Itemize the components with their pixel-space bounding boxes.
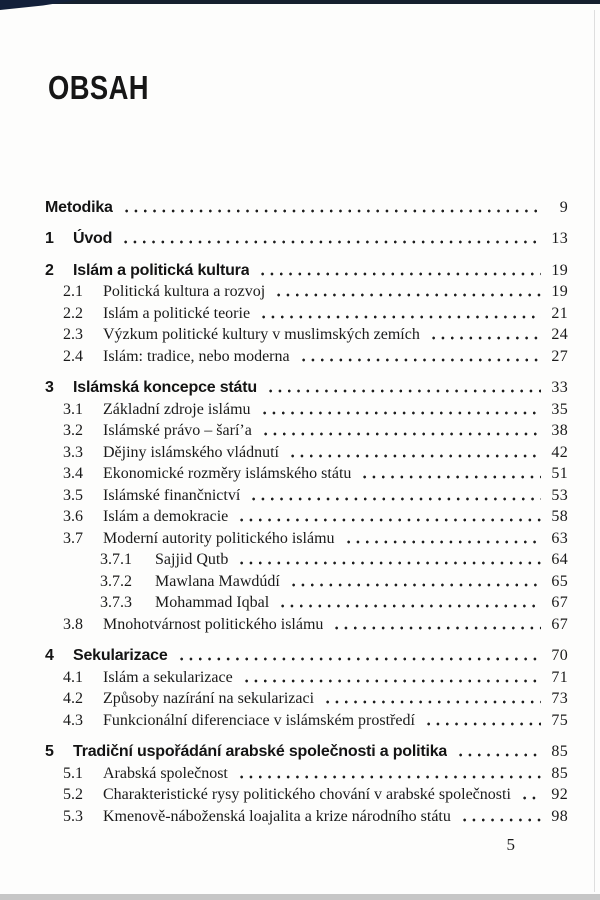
scan-top-edge <box>0 0 600 4</box>
toc-entry-number: 3.7.3 <box>100 594 132 611</box>
dot-leader <box>360 475 541 479</box>
dot-leader <box>237 518 541 522</box>
toc-entry-number: 3.5 <box>63 486 83 504</box>
toc-entry-label: Tradiční uspořádání arabské společnosti a politika <box>73 743 448 760</box>
toc-entry-label: Islámské finančnictví <box>103 486 241 504</box>
toc-entry-page: 67 <box>551 615 568 633</box>
page-title: OBSAH <box>48 69 150 106</box>
dot-leader <box>344 540 541 544</box>
toc-entry-label: Úvod <box>73 230 113 247</box>
toc-entry <box>0 687 568 709</box>
toc-entry <box>0 440 568 462</box>
dot-leader <box>429 336 541 340</box>
scan-top-corner <box>0 0 78 10</box>
toc-entry-number: 3.3 <box>63 443 83 461</box>
toc-entry-number: 3.7.2 <box>100 572 132 590</box>
toc-entry-number: 5.2 <box>63 786 83 803</box>
toc-entry <box>0 761 568 783</box>
toc-entry-number: 2.3 <box>63 326 83 343</box>
toc-entry-number: 4.1 <box>63 668 83 686</box>
toc-entry-page: 21 <box>551 304 568 322</box>
toc-entry-label: Způsoby nazírání na sekularizaci <box>103 690 315 707</box>
toc-entry <box>0 301 568 323</box>
toc-entry-number: 3.8 <box>63 615 83 633</box>
toc-entry-label: Metodika <box>45 198 113 216</box>
toc-entry <box>0 740 568 762</box>
dot-leader <box>122 209 541 213</box>
toc-entry <box>0 376 568 398</box>
dot-leader <box>266 389 541 393</box>
toc-entry-page: 65 <box>551 572 568 590</box>
dot-leader <box>249 497 541 501</box>
toc-entry-page: 19 <box>551 261 568 279</box>
dot-leader <box>289 583 541 587</box>
toc-entry-label: Sajjid Qutb <box>155 551 229 568</box>
dot-leader <box>259 315 541 319</box>
toc-entry <box>0 591 568 613</box>
toc-entry <box>0 280 568 302</box>
toc-entry <box>0 644 568 666</box>
toc-entry-number: 3.7.1 <box>100 551 132 568</box>
toc-entry-label: Islám a politické teorie <box>103 304 251 322</box>
dot-leader <box>242 679 541 683</box>
toc-entry-label: Mawlana Mawdúdí <box>155 572 280 590</box>
dot-leader <box>278 604 541 608</box>
toc-entry-number: 5.3 <box>63 807 83 825</box>
toc-entry-label: Kmenově-náboženská loajalita a krize národního státu <box>103 807 451 825</box>
toc-entry-label: Funkcionální diferenciace v islámském prostředí <box>103 711 415 729</box>
toc-entry <box>0 227 568 249</box>
toc-entry-label: Mohammad Iqbal <box>155 594 270 611</box>
toc-entry-label: Islám a demokracie <box>103 508 229 525</box>
toc-entry-number: 2.4 <box>63 347 83 365</box>
dot-leader <box>332 626 541 630</box>
toc-entry <box>0 323 568 345</box>
toc-entry <box>0 665 568 687</box>
toc-entry-page: 67 <box>551 594 568 611</box>
toc-entry-number: 2.2 <box>63 304 83 322</box>
toc-entry-number: 4.2 <box>63 690 83 707</box>
toc-entry-page: 64 <box>551 551 568 568</box>
table-of-contents <box>0 195 600 826</box>
toc-entry-number: 3.2 <box>63 422 83 439</box>
toc-entry-label: Islámské právo – šarí’a <box>103 422 252 439</box>
dot-leader <box>237 561 541 565</box>
toc-entry-number: 3.6 <box>63 508 83 525</box>
toc-entry-number: 5.1 <box>63 764 83 782</box>
toc-entry-page: 85 <box>551 764 568 782</box>
toc-entry-number: 2 <box>45 261 54 279</box>
dot-leader <box>520 796 541 800</box>
toc-entry-number: 5 <box>45 743 54 760</box>
toc-entry-number: 2.1 <box>63 283 83 300</box>
toc-entry-page: 73 <box>551 690 568 707</box>
toc-entry-page: 92 <box>551 786 568 803</box>
toc-entry <box>0 708 568 730</box>
dot-leader <box>121 240 541 244</box>
page-number: 5 <box>506 835 515 854</box>
toc-entry-page: 71 <box>551 668 568 686</box>
toc-entry-label: Islám a sekularizace <box>103 668 233 686</box>
toc-entry-page: 19 <box>551 283 568 300</box>
toc-entry-label: Moderní autority politického islámu <box>103 529 335 547</box>
toc-entry <box>0 526 568 548</box>
toc-entry-page: 33 <box>551 379 568 396</box>
toc-entry-page: 63 <box>551 529 568 547</box>
dot-leader <box>258 272 541 276</box>
toc-entry <box>0 419 568 441</box>
toc-entry <box>0 505 568 527</box>
toc-entry-label: Výzkum politické kultury v muslimských zemích <box>103 326 420 343</box>
dot-leader <box>460 818 541 822</box>
toc-entry-label: Ekonomické rozměry islámského státu <box>103 465 352 482</box>
toc-entry-page: 51 <box>551 465 568 482</box>
toc-entry-label: Islámská koncepce státu <box>73 379 257 396</box>
toc-entry <box>0 612 568 634</box>
toc-entry-label: Politická kultura a rozvoj <box>103 283 266 300</box>
toc-entry-label: Základní zdroje islámu <box>103 400 251 418</box>
toc-entry-page: 98 <box>551 807 568 825</box>
toc-entry-number: 1 <box>45 230 54 247</box>
toc-entry <box>0 397 568 419</box>
dot-leader <box>261 432 541 436</box>
toc-entry-label: Sekularizace <box>73 647 168 664</box>
toc-entry-number: 3.7 <box>63 529 83 547</box>
toc-entry-page: 27 <box>551 347 568 365</box>
toc-entry <box>0 462 568 484</box>
toc-entry-label: Mnohotvárnost politického islámu <box>103 615 324 633</box>
toc-entry-number: 4 <box>45 647 54 664</box>
toc-entry-page: 58 <box>551 508 568 525</box>
toc-entry-label: Charakteristické rysy politického chování v arabské společnosti <box>103 786 511 803</box>
toc-entry-page: 24 <box>551 326 568 343</box>
dot-leader <box>274 293 541 297</box>
dot-leader <box>237 775 541 779</box>
toc-entry-page: 9 <box>559 198 568 216</box>
toc-entry-page: 42 <box>551 443 568 461</box>
toc-entry-page: 85 <box>551 743 568 760</box>
toc-entry-page: 38 <box>551 422 568 439</box>
scan-bottom-edge <box>0 894 600 900</box>
toc-entry-page: 53 <box>551 486 568 504</box>
toc-entry <box>0 804 568 826</box>
toc-entry-label: Arabská společnost <box>103 764 228 782</box>
toc-entry-label: Dějiny islámského vládnutí <box>103 443 279 461</box>
dot-leader <box>260 411 541 415</box>
toc-entry-number: 3.4 <box>63 465 83 482</box>
dot-leader <box>424 722 541 726</box>
toc-entry <box>0 195 568 217</box>
toc-entry-number: 4.3 <box>63 711 83 729</box>
toc-entry-label: Islám a politická kultura <box>73 261 250 279</box>
dot-leader <box>177 657 541 661</box>
scan-right-edge <box>594 10 595 892</box>
dot-leader <box>299 358 541 362</box>
toc-entry-page: 70 <box>551 647 568 664</box>
dot-leader <box>456 753 541 757</box>
toc-entry <box>0 548 568 570</box>
toc-entry <box>0 783 568 805</box>
toc-entry-page: 13 <box>551 230 568 247</box>
toc-entry-page: 35 <box>551 400 568 418</box>
toc-entry-number: 3 <box>45 379 54 396</box>
toc-entry <box>0 258 568 280</box>
toc-entry <box>0 569 568 591</box>
dot-leader <box>288 454 541 458</box>
toc-entry <box>0 483 568 505</box>
toc-entry-label: Islám: tradice, nebo moderna <box>103 347 290 365</box>
toc-entry <box>0 344 568 366</box>
toc-entry-page: 75 <box>551 711 568 729</box>
dot-leader <box>323 700 541 704</box>
toc-entry-number: 3.1 <box>63 400 83 418</box>
